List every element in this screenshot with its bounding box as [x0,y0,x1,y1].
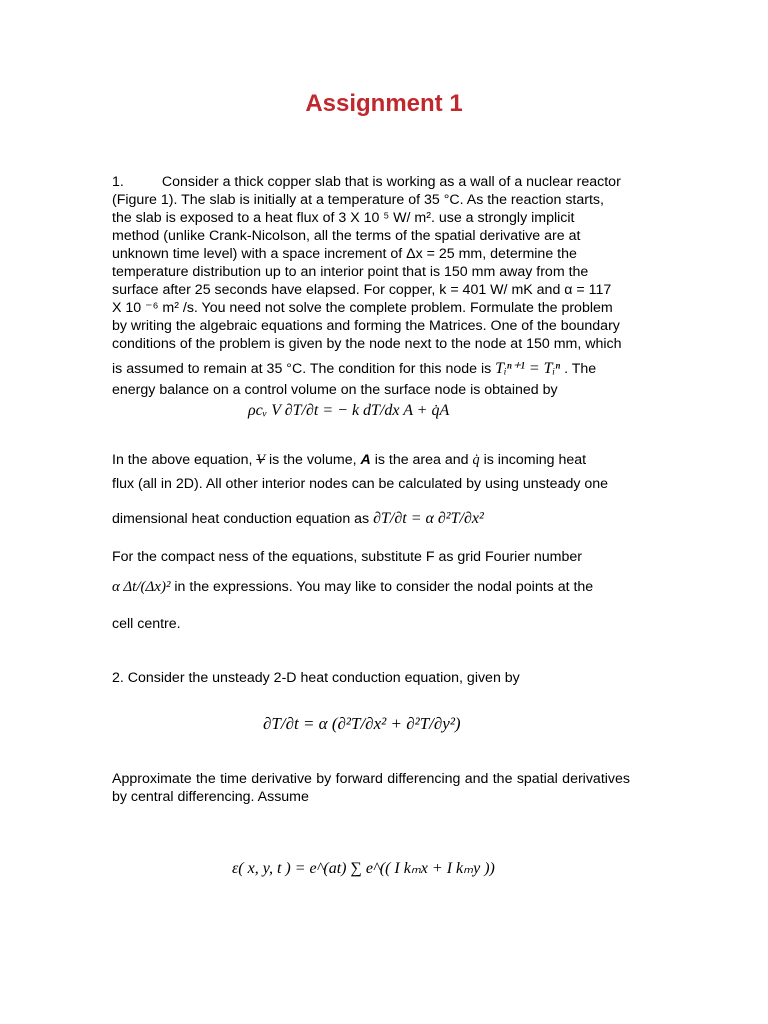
q1-line-6: surface after 25 seconds have elapsed. For copper, k = 401 W/ mK and α = 117 [112,282,612,298]
heat-flux-symbol: q̇ [472,452,480,468]
q1-paragraph [112,173,632,353]
q1-line-1: (Figure 1). The slab is initially at a temperature of 35 °C. As the reaction starts, [112,192,604,208]
q2-intro: 2. Consider the unsteady 2-D heat conduction equation, given by [112,670,520,686]
q1-energy-line: energy balance on a control volume on the surface node is obtained by [112,382,558,398]
q1-flux-line: flux (all in 2D). All other interior nodes can be calculated by using unsteady one [112,476,609,492]
assignment-title: Assignment 1 [305,90,463,117]
q1-line-4: unknown time level) with a space increment of Δx = 25 mm, determine the [112,246,577,262]
q1-number: 1. [112,174,124,190]
q1-dimensional-line: dimensional heat conduction equation as ∂T/∂t = α ∂²T/∂x² [112,510,484,527]
q1-line-9: conditions of the problem is given by the node next to the node at 150 mm, which [112,336,622,352]
area-symbol: A [360,452,371,468]
unsteady-2d-equation: ∂T/∂t = α (∂²T/∂x² + ∂²T/∂y²) [263,714,461,733]
node-condition-equation: Tᵢⁿ⁺¹ = Tᵢⁿ [495,360,561,377]
fourier-number-expression: α Δt/(Δx)² [112,579,171,595]
q1-line-7: X 10 ⁻⁶ m² /s. You need not solve the complete problem. Formulate the problem [112,300,613,316]
unsteady-1d-equation: ∂T/∂t = α ∂²T/∂x² [373,510,484,527]
q1-line-8: by writing the algebraic equations and forming the Matrices. One of the boundary [112,318,620,334]
q1-condition-line: is assumed to remain at 35 °C. The condition for this node is Tᵢⁿ⁺¹ = Tᵢⁿ . The [112,360,597,377]
q1-line-0: 1. Consider a thick copper slab that is working as a wall of a nuclear reactor [112,174,621,190]
q1-compact-line: For the compact ness of the equations, substitute F as grid Fourier number [112,549,582,565]
q1-cell-centre: cell centre. [112,616,181,632]
q1-line-5: temperature distribution up to an interior point that is 150 mm away from the [112,264,589,280]
q1-above-line: In the above equation, V is the volume, A is the area and q̇ is incoming heat [112,452,587,468]
q1-line-2: the slab is exposed to a heat flux of 3 X 10 ⁵ W/ m². use a strongly implicit [112,210,575,226]
error-expansion-equation: ε( x, y, t ) = e^(at) ∑ e^(( I kₘx + I kₘy )) [232,860,495,877]
q2-approximation-text: Approximate the time derivative by forward differencing and the spatial derivatives by central differencing. Assume [112,771,630,805]
volume-symbol: V [256,452,266,468]
q1-line-3: method (unlike Crank-Nicolson, all the terms of the spatial derivative are at [112,228,581,244]
energy-balance-equation: ρcᵥ V ∂T/∂t = − k dT/dx A + q̇A [248,402,450,419]
q1-fourier-line: α Δt/(Δx)² in the expressions. You may like to consider the nodal points at the [112,579,594,595]
